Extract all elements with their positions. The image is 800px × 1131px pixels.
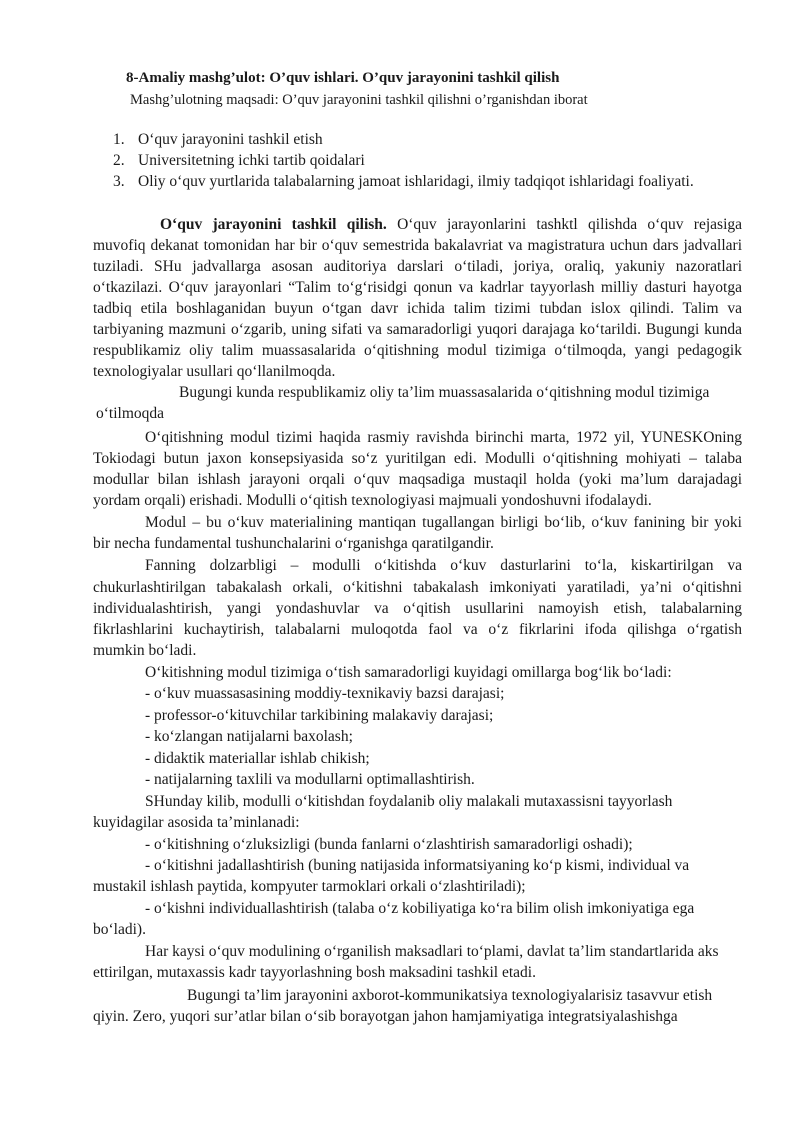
paragraph-line: Tokiodagi butun jaxon konsepsiyasida so‘z yuritilgan edi. Modulli o‘qitishning mohiyati – talaba <box>93 450 742 467</box>
topic-number: 2. <box>113 152 125 169</box>
goal-line <box>130 90 588 110</box>
paragraph-line: tadbiq etila boshlaganidan buyun o‘tgan davr ichida talim tizimi tubdan islox qilindi. Talim va <box>93 300 742 317</box>
list-item: - didaktik materiallar ishlab chikish; <box>145 750 370 767</box>
list-item-continuation: bo‘ladi). <box>93 921 146 938</box>
list-item-continuation: mustakil ishlash paytida, kompyuter tarmoklari orkali o‘zlashtiriladi); <box>93 878 526 895</box>
list-item: - natijalarning taxlili va modullarni optimallashtirish. <box>145 771 475 788</box>
paragraph-line: SHunday kilib, modulli o‘kitishdan foydalanib oliy malakali mutaxassisni tayyorlash <box>145 793 673 810</box>
topic-number: 3. <box>113 173 125 190</box>
paragraph-line: o‘tilmoqda <box>96 405 165 422</box>
paragraph-line: chukurlashtirilgan tabakalash orkali, o‘kitishni tabakalash imkoniyati yaratiladi, ya’ni o‘qitishni <box>93 579 742 596</box>
paragraph-line: tarbiyaning mazmuni o‘zgarib, uning sifati va samaradorligi yuqori darajaga ko‘tarildi. Bugungi kunda <box>93 321 742 338</box>
page-title: 8-Amaliy mashg’ulot: O’quv ishlari. O’quv jarayonini tashkil qilish <box>126 70 560 86</box>
paragraph-line: kuyidagilar asosida ta’minlanadi: <box>93 814 300 831</box>
goal-label: Mashg’ulotning maqsadi: <box>130 92 279 108</box>
list-item: - o‘kishni individuallashtirish (talaba o‘z kobiliyatiga ko‘ra bilim olish imkoniyatiga ega <box>145 900 695 917</box>
topic-item: O‘quv jarayonini tashkil etish <box>138 131 323 148</box>
paragraph-line: texnologiyalar usullari qo‘llanilmoqda. <box>93 363 336 380</box>
paragraph-line: Bugungi ta’lim jarayonini axborot-kommunikatsiya texnologiyalarisiz tasavvur etish <box>187 987 713 1004</box>
paragraph-line: modullar bilan ishlash jarayoni orqali o‘quv maqsadiga mustaqil holda (yoki ma’lum darajadagi <box>93 471 742 488</box>
paragraph-line: yordam orqali) erishadi. Modulli o‘qitish texnologiyasi majmuali yondoshuvni ifodalaydi. <box>93 492 652 509</box>
paragraph-line: O‘qitishning modul tizimi haqida rasmiy ravishda birinchi marta, 1972 yil, YUNESKOning <box>145 429 742 446</box>
paragraph-line: Bugungi kunda respublikamiz oliy ta’lim muassasalarida o‘qitishning modul tizimiga <box>179 384 710 401</box>
paragraph-line: individualashtirish, yangi yondashuvlar va o‘qitish usullarini namoyish etish, talabalarning <box>93 600 742 617</box>
list-item: - o‘kuv muassasasining moddiy-texnikaviy bazsi darajasi; <box>145 685 505 702</box>
list-item: - o‘kitishning o‘zluksizligi (bunda fanlarni o‘zlashtirish samaradorligi oshadi); <box>145 836 633 853</box>
paragraph-line: O‘kitishning modul tizimiga o‘tish samaradorligi kuyidagi omillarga bog‘lik bo‘ladi: <box>145 664 672 681</box>
paragraph-line: fikrlashlarini kuchaytirish, talabalarni muloqotda faol va o‘z fikrlarini ifoda qilishga o‘rgatish <box>93 621 742 638</box>
list-item: - ko‘zlangan natijalarni baxolash; <box>145 728 353 745</box>
paragraph-line: o‘tkazilazi. O‘quv jarayonlari “Talim to‘g‘risidgi qonun va kadrlar tayyorlash milliy dasturi hayotga <box>93 279 742 296</box>
topic-number: 1. <box>113 131 125 148</box>
paragraph-line: ettirilgan, mutaxassis kadr tayyorlashning bosh maksadini tashkil etadi. <box>93 964 536 981</box>
topic-item: Oliy o‘quv yurtlarida talabalarning jamoat ishlaridagi, ilmiy tadqiqot ishlaridagi foaliyati. <box>138 173 694 190</box>
list-item: - professor-o‘kituvchilar tarkibining malakaviy darajasi; <box>145 707 494 724</box>
section-heading: O‘quv jarayonini tashkil qilish. <box>160 216 387 233</box>
paragraph-line: muvofiq dekanat tomonidan har bir o‘quv semestrida bakalavriat va magistratura uchun dars jadvallari <box>93 237 742 254</box>
section-text: O‘quv jarayonlarini tashktl qilishda o‘quv rejasiga <box>386 216 743 233</box>
paragraph-line: Har kaysi o‘quv modulining o‘rganilish maksadlari to‘plami, davlat ta’lim standartlarida aks <box>145 943 719 960</box>
topic-item: Universitetning ichki tartib qoidalari <box>138 152 365 169</box>
paragraph-line: Modul – bu o‘kuv materialining mantiqan tugallangan birligi bo‘lib, o‘kuv fanining bir yoki <box>145 514 742 531</box>
paragraph-line: mumkin bo‘ladi. <box>93 642 197 659</box>
paragraph-line: respublikamiz oliy talim muassasalarida o‘qitishning modul tizimiga o‘tilmoqda, yangi pedagogik <box>93 342 742 359</box>
paragraph-line <box>160 215 742 235</box>
paragraph-line: tuziladi. SHu jadvallarga asosan auditoriya darslari o‘tiladi, joriya, oraliq, yakuniy nazoratlari <box>93 258 742 275</box>
paragraph-line: Fanning dolzarbligi – modulli o‘kitishda o‘kuv dasturlarini to‘la, kiskartirilgan va <box>145 557 742 574</box>
paragraph-line: bir necha fundamental tushunchalarini o‘rganishga qaratilgandir. <box>93 535 494 552</box>
list-item: - o‘kitishni jadallashtirish (buning natijasida informatsiyaning ko‘p kismi, individual va <box>145 857 690 874</box>
paragraph-line: qiyin. Zero, yuqori sur’atlar bilan o‘sib borayotgan jahon hamjamiyatiga integratsiyalashishga <box>93 1008 678 1025</box>
goal-text: O’quv jarayonini tashkil qilishni o’rganishdan iborat <box>278 92 588 108</box>
